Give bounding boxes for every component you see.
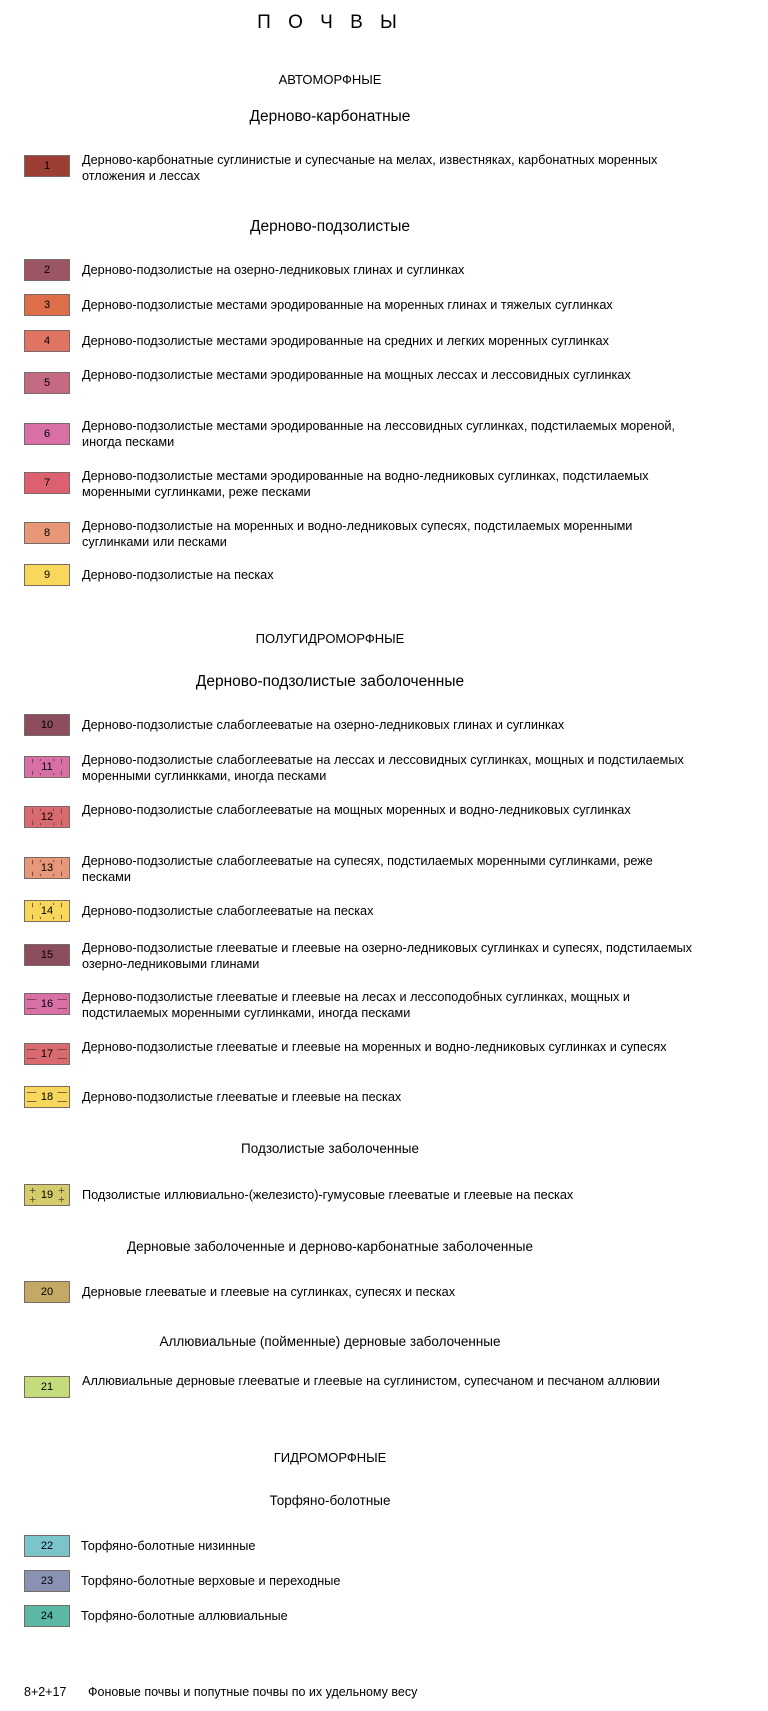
legend-swatch: 4 [24, 330, 70, 352]
legend-text: Дерново-подзолистые слабоглееватые на лессах и лессовидных суглинках, мощных и подстилаемых моренными суглинкками, иногда песками [82, 753, 684, 783]
page-title: П О Ч В Ы [257, 12, 403, 33]
group-heading-semihydromorphic: ПОЛУГИДРОМОРФНЫЕ [255, 631, 405, 646]
legend-text: Торфяно-болотные низинные [81, 1539, 256, 1553]
legend-swatch: 17 [24, 1043, 70, 1065]
legend-text: Дерново-карбонатные суглинистые и супесчаные на мелах, известняках, карбонатных моренных отложения и лессах [82, 153, 658, 183]
legend-swatch: 18 [24, 1086, 70, 1108]
legend-text: Дерновые глееватые и глеевые на суглинках, супесях и песках [82, 1285, 456, 1299]
legend-text: Дерново-подзолистые слабоглееватые на песках [82, 904, 374, 918]
legend-text: Торфяно-болотные верховые и переходные [81, 1574, 341, 1588]
subgroup-heading: Подзолистые заболоченные [241, 1141, 419, 1156]
legend-swatch: 8 [24, 522, 70, 544]
legend-swatch: 9 [24, 564, 70, 586]
legend-swatch: 7 [24, 472, 70, 494]
footer-example-code: 8+2+17 [24, 1685, 67, 1699]
legend-swatch: 16 [24, 993, 70, 1015]
legend-text: Дерново-подзолистые местами эродированные на водно-ледниковых суглинках, подстилаемых моренными суглинками, реже песками [82, 469, 649, 499]
subgroup-heading: Торфяно-болотные [269, 1493, 391, 1508]
legend-swatch: 21 [24, 1376, 70, 1398]
subgroup-heading: Дерново-карбонатные [249, 108, 411, 125]
subgroup-heading: Дерново-подзолистые [249, 218, 410, 235]
legend-text: Дерново-подзолистые местами эродированные на лессовидных суглинках, подстилаемых мореной, иногда песками [82, 419, 676, 449]
legend-swatch: 11 [24, 756, 70, 778]
legend-text: Дерново-подзолистые глееватые и глеевые на моренных и водно-ледниковых суглинках и супесях [82, 1040, 667, 1054]
legend-text: Аллювиальные дерновые глееватые и глеевые на суглинистом, супесчаном и песчаном аллювии [82, 1374, 660, 1388]
legend-text: Дерново-подзолистые слабоглееватые на супесях, подстилаемых моренными суглинками, реже песками [82, 854, 653, 884]
legend-swatch: 3 [24, 294, 70, 316]
subgroup-heading: Аллювиальные (пойменные) дерновые заболоченные [159, 1334, 501, 1349]
legend-text: Торфяно-болотные аллювиальные [81, 1609, 288, 1623]
legend-text: Дерново-подзолистые глееватые и глеевые на озерно-ледниковых суглинках и супесях, подстилаемых озерно-ледниковыми глинами [82, 941, 693, 971]
legend-swatch: 12 [24, 806, 70, 828]
subgroup-heading: Дерново-подзолистые заболоченные [195, 673, 465, 690]
legend-swatch: 10 [24, 714, 70, 736]
group-heading-automorphic: АВТОМОРФНЫЕ [278, 72, 382, 87]
legend-text: Дерново-подзолистые на моренных и водно-ледниковых супесях, подстилаемых моренными суглинками или песками [82, 519, 633, 549]
legend-text: Дерново-подзолистые слабоглееватые на озерно-ледниковых глинах и суглинках [82, 718, 565, 732]
legend-swatch: 15 [24, 944, 70, 966]
legend-text: Дерново-подзолистые на песках [82, 568, 274, 582]
legend-text: Дерново-подзолистые глееватые и глеевые на лесах и лессоподобных суглинках, мощных и подстилаемых моренными суглинками, иногда песками [82, 990, 630, 1020]
legend-swatch: 20 [24, 1281, 70, 1303]
legend-swatch: 14 [24, 900, 70, 922]
legend-swatch: 24 [24, 1605, 70, 1627]
legend-text: Дерново-подзолистые местами эродированные на мощных лессах и лессовидных суглинках [82, 368, 631, 382]
legend-text: Дерново-подзолистые местами эродированные на моренных глинах и тяжелых суглинках [82, 298, 613, 312]
legend-text: Дерново-подзолистые местами эродированные на средних и легких моренных суглинках [82, 334, 609, 348]
legend-swatch: 5 [24, 372, 70, 394]
legend-text: Дерново-подзолистые глееватые и глеевые на песках [82, 1090, 402, 1104]
legend-swatch: 1 [24, 155, 70, 177]
legend-swatch: 19 [24, 1184, 70, 1206]
subgroup-heading: Дерновые заболоченные и дерново-карбонатные заболоченные [127, 1239, 533, 1254]
legend-swatch: 6 [24, 423, 70, 445]
legend-swatch: 22 [24, 1535, 70, 1557]
legend-text: Дерново-подзолистые на озерно-ледниковых глинах и суглинках [82, 263, 465, 277]
legend-swatch: 13 [24, 857, 70, 879]
legend-swatch: 23 [24, 1570, 70, 1592]
legend-swatch: 2 [24, 259, 70, 281]
footer-example-text: Фоновые почвы и попутные почвы по их удельному весу [88, 1685, 418, 1699]
group-heading-hydromorphic: ГИДРОМОРФНЫЕ [273, 1450, 387, 1465]
legend-text: Подзолистые иллювиально-(железисто)-гумусовые глееватые и глеевые на песках [82, 1188, 574, 1202]
legend-text: Дерново-подзолистые слабоглееватые на мощных моренных и водно-ледниковых суглинках [82, 803, 631, 817]
